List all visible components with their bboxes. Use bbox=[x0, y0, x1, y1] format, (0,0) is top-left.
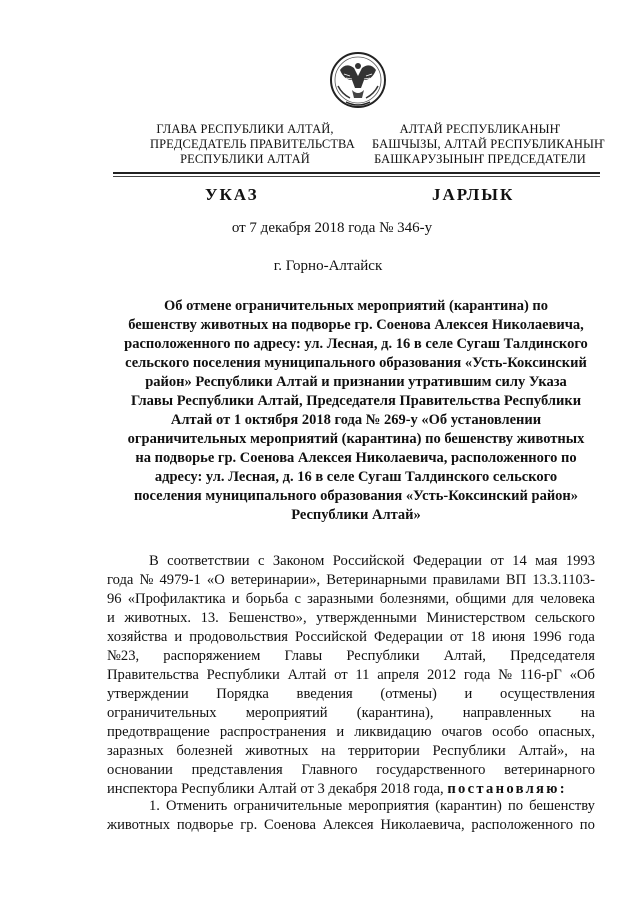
title-line: Алтай от 1 октября 2018 года № 269-у «Об установлении bbox=[170, 412, 542, 428]
word: введения bbox=[296, 686, 353, 702]
decree-date-number: от 7 декабря 2018 года № 346-у bbox=[231, 220, 433, 236]
body-line bbox=[107, 666, 595, 685]
header-right-block bbox=[372, 122, 605, 167]
body-line bbox=[107, 628, 595, 647]
word: заразными bbox=[307, 591, 374, 607]
title-line: район» Республики Алтай и признании утратившим силу Указа bbox=[145, 374, 567, 390]
word: В bbox=[149, 553, 159, 569]
word: от bbox=[490, 553, 504, 569]
body-line bbox=[107, 647, 595, 666]
word: ограничительные bbox=[233, 798, 343, 814]
word: на bbox=[321, 743, 336, 759]
word: 1. bbox=[149, 798, 160, 814]
word: года bbox=[568, 629, 595, 645]
title-line: расположенного по адресу: ул. Лесная, д. 16 в селе Сугаш Талдинского bbox=[124, 336, 588, 352]
word: человека bbox=[539, 591, 595, 607]
title-line: бешенству животных на подворье гр. Соенова Алексея Николаевича, bbox=[128, 317, 584, 333]
word: № bbox=[139, 572, 154, 588]
word: «Об bbox=[569, 667, 595, 683]
word: мая bbox=[535, 553, 558, 569]
header-right-line: БАШЧЫЗЫ, АЛТАЙ РЕСПУБЛИКАНЫҤ bbox=[372, 137, 605, 151]
word: № bbox=[498, 667, 513, 683]
word: «О bbox=[206, 572, 225, 588]
word: Алтай», bbox=[518, 743, 568, 759]
word: Соенова bbox=[264, 817, 316, 833]
header-right-line: БАШКАРУЗЫНЫҤ ПРЕДСЕДАТЕЛИ bbox=[374, 152, 586, 166]
word: и bbox=[231, 591, 240, 607]
word: Республики bbox=[432, 743, 506, 759]
word: Главного bbox=[301, 762, 358, 778]
word: июня bbox=[492, 629, 526, 645]
header-left-line: ПРЕДСЕДАТЕЛЬ ПРАВИТЕЛЬСТВА bbox=[150, 137, 355, 151]
word: расположенного bbox=[471, 817, 574, 833]
word: мероприятий bbox=[245, 705, 328, 721]
word: Алексея bbox=[322, 817, 374, 833]
body-line bbox=[107, 704, 595, 723]
word: продовольствия bbox=[189, 629, 289, 645]
point-line bbox=[107, 797, 595, 816]
word: животных bbox=[107, 817, 171, 833]
word: основании bbox=[107, 762, 173, 778]
body-line bbox=[107, 742, 595, 761]
word: государственного bbox=[376, 762, 486, 778]
word: (карантина), bbox=[356, 705, 434, 721]
word: №23, bbox=[107, 648, 140, 664]
word: Главы bbox=[284, 648, 323, 664]
word: ограничительных bbox=[107, 705, 217, 721]
decree-title-altai: ЈАРЛЫК bbox=[432, 185, 515, 204]
word: борьба bbox=[245, 591, 289, 607]
word: «Профилактика bbox=[127, 591, 226, 607]
word: Алтай bbox=[287, 667, 327, 683]
body-line bbox=[107, 590, 595, 609]
word: болезнями, bbox=[379, 591, 450, 607]
word: правилами bbox=[432, 572, 500, 588]
word: 18 bbox=[470, 629, 485, 645]
word: по bbox=[507, 798, 524, 814]
word: хозяйства bbox=[107, 629, 168, 645]
word: особо bbox=[492, 724, 529, 740]
word: ликвидацию bbox=[354, 724, 432, 740]
word: представления bbox=[191, 762, 283, 778]
header-left-block bbox=[150, 122, 355, 167]
word: 1993 bbox=[565, 553, 595, 569]
word: Бешенство», bbox=[228, 610, 307, 626]
word: и bbox=[107, 610, 115, 626]
word: утверждении bbox=[107, 686, 189, 702]
body-line bbox=[107, 761, 595, 780]
header-left-line: ГЛАВА РЕСПУБЛИКИ АЛТАЙ, bbox=[156, 122, 334, 136]
title-line: Республики Алтай» bbox=[291, 507, 421, 523]
word: 4979-1 bbox=[159, 572, 201, 588]
word: мероприятия bbox=[348, 798, 430, 814]
word: осуществления bbox=[499, 686, 595, 702]
word: предотвращение bbox=[107, 724, 210, 740]
word: 1996 bbox=[532, 629, 562, 645]
word: Российской bbox=[295, 629, 367, 645]
body-line: инспектора Республики Алтай от 3 декабря 2018 года, bbox=[107, 781, 444, 797]
word: Министерством bbox=[426, 610, 526, 626]
word: Председателя bbox=[510, 648, 595, 664]
word: года bbox=[463, 667, 491, 683]
word: ветеринарии», bbox=[230, 572, 321, 588]
word: Алтай, bbox=[443, 648, 486, 664]
header-left-line: РЕСПУБЛИКИ АЛТАЙ bbox=[180, 152, 310, 166]
word: и bbox=[336, 724, 345, 740]
word: распоряжением bbox=[163, 648, 261, 664]
decree-city: г. Горно-Алтайск bbox=[273, 258, 383, 274]
word: Республики bbox=[346, 648, 420, 664]
word: 13. bbox=[200, 610, 219, 626]
decree-title-russian: УКАЗ bbox=[205, 185, 259, 204]
title-line: Главы Республики Алтай, Председателя Правительства Республики bbox=[130, 393, 582, 409]
title-line: сельского поселения муниципального образования «Усть-Коксинский bbox=[125, 355, 587, 371]
body-line bbox=[107, 552, 595, 571]
body-line bbox=[107, 685, 595, 704]
point-1-paragraph bbox=[107, 797, 595, 835]
header-right-line: АЛТАЙ РЕСПУБЛИКАНЫҤ bbox=[399, 122, 561, 136]
word: бешенству bbox=[529, 798, 595, 814]
word: распространения bbox=[219, 724, 327, 740]
title-line: на подворье гр. Соенова Алексея Николаевича, расположенного по bbox=[135, 450, 577, 466]
word: на bbox=[580, 705, 595, 721]
word: направленных bbox=[462, 705, 552, 721]
word: 116-рГ bbox=[519, 667, 562, 683]
word: Законом bbox=[272, 553, 325, 569]
word: Республики bbox=[206, 667, 280, 683]
header-divider-thin bbox=[113, 176, 600, 177]
word: очагов bbox=[441, 724, 483, 740]
word: территории bbox=[348, 743, 420, 759]
word: Николаевича, bbox=[380, 817, 465, 833]
word: от bbox=[449, 629, 464, 645]
word: с bbox=[294, 591, 301, 607]
word: ВП bbox=[505, 572, 527, 588]
word: болезней bbox=[176, 743, 233, 759]
word: по bbox=[579, 817, 595, 833]
coat-of-arms-emblem bbox=[328, 50, 388, 114]
word: апреля bbox=[377, 667, 420, 683]
word: 2012 bbox=[426, 667, 457, 683]
word: Федерации bbox=[412, 553, 482, 569]
word: 11 bbox=[355, 667, 370, 683]
word: ветеринарного bbox=[504, 762, 595, 778]
title-line: адресу: ул. Лесная, д. 16 в селе Сугаш Талдинского сельского bbox=[154, 469, 558, 485]
word: утвержденными bbox=[316, 610, 417, 626]
word: животных bbox=[245, 743, 309, 759]
word: (карантин) bbox=[435, 798, 502, 814]
decree-subject-title bbox=[108, 297, 604, 525]
preamble-paragraph bbox=[107, 552, 595, 799]
word: года bbox=[107, 572, 134, 588]
word: 14 bbox=[512, 553, 527, 569]
word: опасных, bbox=[538, 724, 595, 740]
body-line bbox=[107, 571, 595, 590]
word: Отменить bbox=[166, 798, 228, 814]
word: Федерации bbox=[373, 629, 443, 645]
word: с bbox=[257, 553, 265, 569]
header-divider-thick bbox=[113, 172, 600, 174]
body-line bbox=[107, 609, 595, 628]
word: и bbox=[464, 686, 473, 702]
word: сельского bbox=[534, 610, 595, 626]
word: 96 bbox=[107, 591, 122, 607]
word: животных. bbox=[124, 610, 192, 626]
word: (отмены) bbox=[380, 686, 437, 702]
word: гр. bbox=[240, 817, 258, 833]
word: на bbox=[580, 743, 595, 759]
word: общими bbox=[455, 591, 507, 607]
body-line bbox=[107, 723, 595, 742]
word: для bbox=[512, 591, 534, 607]
word: подворье bbox=[176, 817, 234, 833]
resolve-word: постановляю: bbox=[447, 781, 567, 797]
word: Ветеринарными bbox=[326, 572, 427, 588]
point-line bbox=[107, 816, 595, 835]
title-line: поселения муниципального образования «Усть-Коксинский район» bbox=[133, 488, 579, 504]
word: Правительства bbox=[107, 667, 199, 683]
word: и bbox=[174, 629, 183, 645]
title-line: Об отмене ограничительных мероприятий (карантина) по bbox=[163, 298, 549, 314]
word: от bbox=[334, 667, 348, 683]
word: заразных bbox=[107, 743, 164, 759]
title-line: ограничительных мероприятий (карантина) по бешенству животных bbox=[127, 431, 585, 447]
word: 13.3.1103- bbox=[532, 572, 595, 588]
word: Российской bbox=[332, 553, 405, 569]
word: Порядка bbox=[216, 686, 269, 702]
word: соответствии bbox=[167, 553, 250, 569]
